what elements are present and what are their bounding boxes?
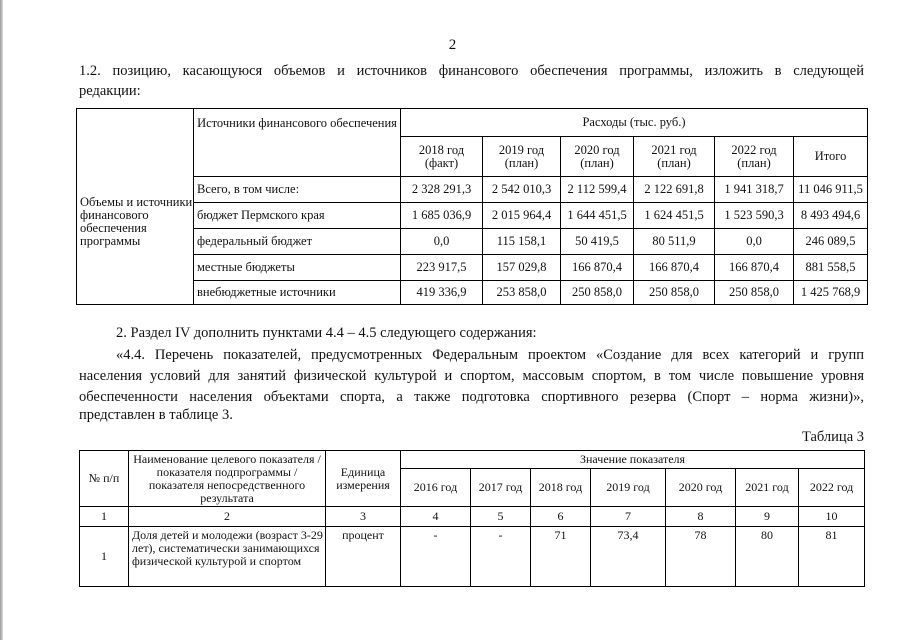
page-number: 2 [448,37,457,53]
year-header: 2021 год (план) [634,137,715,177]
col-number: 7 [591,507,666,527]
value-cell: - [471,527,531,587]
value-cell: 71 [531,527,591,587]
cell: 246 089,5 [794,229,868,255]
col-number: 1 [80,507,129,527]
cell: 1 644 451,5 [561,203,634,229]
col-number: 10 [799,507,865,527]
intro-line-1: 1.2. позицию, касающуюся объемов и источников финансового обеспечения программы, изложить в следующей [79,63,864,79]
year-header: 2018 год [531,469,591,507]
value-cell: 78 [666,527,736,587]
expenses-header: Расходы (тыс. руб.) [401,109,868,137]
cell: 1 941 318,7 [715,177,794,203]
section2-quote-line2: населения условий для занятий физической культурой и спортом, массовым спортом, в том числе повышение уровня [79,368,864,384]
header-num: № п/п [80,451,129,507]
value-cell: - [401,527,471,587]
section2-quote-line4: представлен в таблице 3. [79,407,233,423]
cell: 166 870,4 [634,255,715,281]
cell: 2 328 291,3 [401,177,483,203]
col-number: 8 [666,507,736,527]
indicators-table [79,450,865,587]
row-num: 1 [80,527,129,587]
cell: 157 029,8 [483,255,561,281]
year-header: 2019 год [591,469,666,507]
value-cell: 80 [736,527,799,587]
financing-table [76,108,868,305]
col-number: 6 [531,507,591,527]
cell: 253 858,0 [483,281,561,305]
cell: 2 015 964,4 [483,203,561,229]
total-header: Итого [794,137,868,177]
cell: 1 425 768,9 [794,281,868,305]
source-label: бюджет Пермского края [194,203,401,229]
source-label: федеральный бюджет [194,229,401,255]
intro-line-2: редакции: [79,83,141,99]
value-cell: 81 [799,527,865,587]
cell: 250 858,0 [715,281,794,305]
col-number: 2 [129,507,326,527]
cell: 2 112 599,4 [561,177,634,203]
source-label: местные бюджеты [194,255,401,281]
cell: 1 685 036,9 [401,203,483,229]
cell: 1 523 590,3 [715,203,794,229]
source-label: Всего, в том числе: [194,177,401,203]
indicator-name: Доля детей и молодежи (возраст 3-29 лет), систематически занимающихся физической культурой и спортом [129,527,326,587]
section2-line1: 2. Раздел IV дополнить пунктами 4.4 – 4.5 следующего содержания: [116,325,537,341]
year-header: 2016 год [401,469,471,507]
cell: 250 858,0 [561,281,634,305]
cell: 50 419,5 [561,229,634,255]
header-unit: Единица измерения [326,451,401,507]
col-number: 4 [401,507,471,527]
year-header: 2020 год [666,469,736,507]
year-header: 2020 год (план) [561,137,634,177]
year-header: 2021 год [736,469,799,507]
cell: 2 542 010,3 [483,177,561,203]
section2-quote-line1: «4.4. Перечень показателей, предусмотренных Федеральным проектом «Создание для всех категорий и групп [116,347,864,363]
year-header: 2022 год [799,469,865,507]
cell: 80 511,9 [634,229,715,255]
col-number: 3 [326,507,401,527]
header-name: Наименование целевого показателя / показателя подпрограммы / показателя непосредственного результата [129,451,326,507]
cell: 0,0 [715,229,794,255]
source-label: внебюджетные источники [194,281,401,305]
col-number: 5 [471,507,531,527]
cell: 166 870,4 [715,255,794,281]
cell: 115 158,1 [483,229,561,255]
header-value: Значение показателя [401,451,865,469]
cell: 881 558,5 [794,255,868,281]
year-header: 2022 год (план) [715,137,794,177]
cell: 166 870,4 [561,255,634,281]
year-header: 2018 год (факт) [401,137,483,177]
cell: 419 336,9 [401,281,483,305]
indicator-unit: процент [326,527,401,587]
scan-edge [0,0,3,640]
table3-caption: Таблица 3 [801,429,864,445]
cell: 11 046 911,5 [794,177,868,203]
col-number: 9 [736,507,799,527]
section2-quote-line3: обеспеченности населения объектами спорта, а также подготовка спортивного резерва (Спорт – норма жизни)», [79,389,864,405]
value-cell: 73,4 [591,527,666,587]
row-label: Объемы и источники финансового обеспечения программы [77,109,194,305]
cell: 1 624 451,5 [634,203,715,229]
year-header: 2019 год (план) [483,137,561,177]
cell: 0,0 [401,229,483,255]
cell: 8 493 494,6 [794,203,868,229]
year-header: 2017 год [471,469,531,507]
sources-header: Источники финансового обеспечения [194,109,401,177]
cell: 223 917,5 [401,255,483,281]
cell: 250 858,0 [634,281,715,305]
cell: 2 122 691,8 [634,177,715,203]
